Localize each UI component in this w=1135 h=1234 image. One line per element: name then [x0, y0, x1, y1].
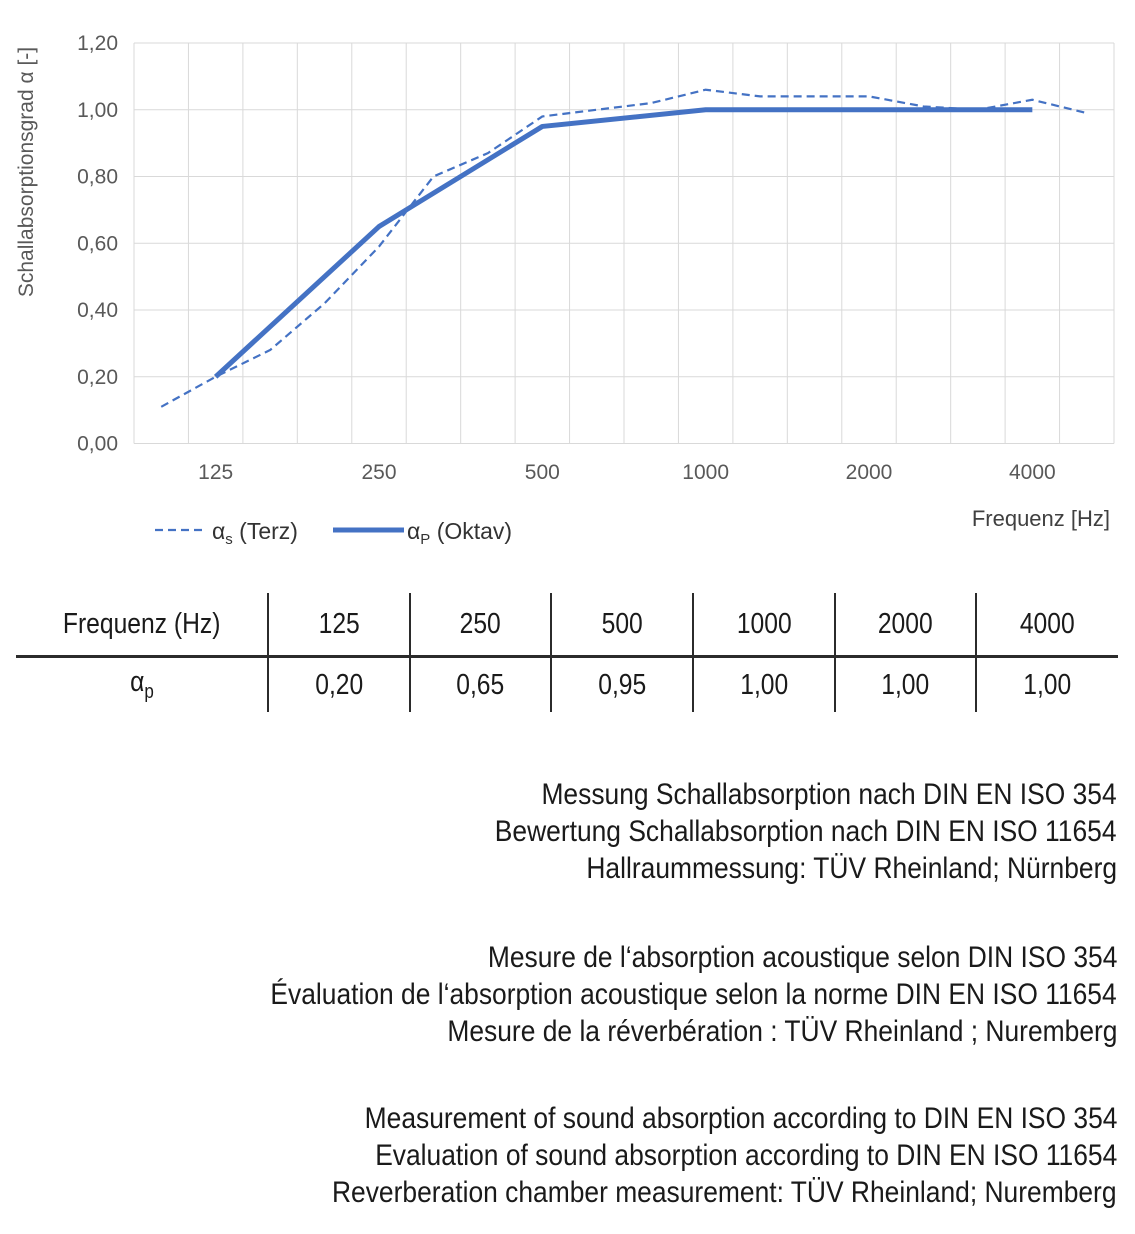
y-tick-label: 0,00: [77, 432, 118, 456]
table-value-500: 0,95: [551, 657, 693, 713]
notes-french: [0, 939, 1135, 1050]
note-line: Messung Schallabsorption nach DIN EN ISO 354: [541, 778, 1117, 811]
note-line: Measurement of sound absorption according to DIN EN ISO 354: [364, 1102, 1117, 1135]
absorption-table: [16, 593, 1118, 712]
table-value-2000: 1,00: [835, 657, 977, 713]
table-row-label-alpha-p: $\alpha_p$: [129, 666, 154, 703]
absorption-chart: [0, 0, 1135, 560]
table-value-4000: 1,00: [976, 657, 1118, 713]
table-value-1000: 1,00: [693, 657, 835, 713]
table-value-250: 0,65: [410, 657, 552, 713]
table-header-250: 250: [410, 593, 552, 657]
x-tick-label: 500: [524, 461, 560, 484]
notes-english: [0, 1100, 1135, 1211]
table-header-2000: 2000: [835, 593, 977, 657]
x-tick-label: 250: [361, 461, 397, 484]
gridlines: [134, 43, 1114, 444]
y-tick-label: 0,80: [77, 165, 118, 189]
x-tick-label: 125: [198, 461, 234, 484]
note-line: Hallraummessung: TÜV Rheinland; Nürnberg: [586, 852, 1117, 885]
y-tick-label: 0,20: [77, 365, 118, 389]
note-line: Mesure de la réverbération : TÜV Rheinland ; Nuremberg: [446, 1015, 1117, 1048]
y-tick-label: 0,60: [77, 232, 118, 256]
table-header-row: [16, 593, 1118, 657]
table-data-row: [16, 657, 1118, 713]
y-tick-label: 0,40: [77, 299, 118, 322]
x-tick-label: 1000: [682, 461, 730, 484]
table-value-125: 0,20: [268, 657, 410, 713]
notes-german: [0, 776, 1135, 887]
legend-label: $\alpha_s$ (Terz): [212, 518, 298, 548]
table-header-125: 125: [268, 593, 410, 657]
note-line: Bewertung Schallabsorption nach DIN EN ISO 11654: [495, 815, 1117, 848]
x-axis-caption: Frequenz [Hz]: [971, 506, 1110, 531]
x-tick-label: 4000: [1008, 461, 1056, 484]
table-header-500: 500: [551, 593, 693, 657]
note-line: Evaluation of sound absorption according to DIN EN ISO 11654: [374, 1139, 1117, 1172]
note-line: Mesure de l‘absorption acoustique selon DIN ISO 354: [487, 941, 1117, 974]
y-tick-label: 1,00: [77, 98, 118, 122]
y-tick-label: 1,20: [77, 32, 118, 55]
note-line: Reverberation chamber measurement: TÜV Rheinland; Nuremberg: [332, 1176, 1117, 1209]
table-header-frequency: Frequenz (Hz): [16, 593, 268, 657]
table-header-4000: 4000: [976, 593, 1118, 657]
table-header-1000: 1000: [693, 593, 835, 657]
y-axis-title: Schallabsorptionsgrad α [-]: [15, 46, 38, 298]
note-line: Évaluation de l‘absorption acoustique selon la norme DIN EN ISO 11654: [270, 978, 1117, 1011]
x-tick-label: 2000: [845, 461, 893, 484]
legend-label: $\alpha_P$ (Oktav): [407, 518, 513, 548]
